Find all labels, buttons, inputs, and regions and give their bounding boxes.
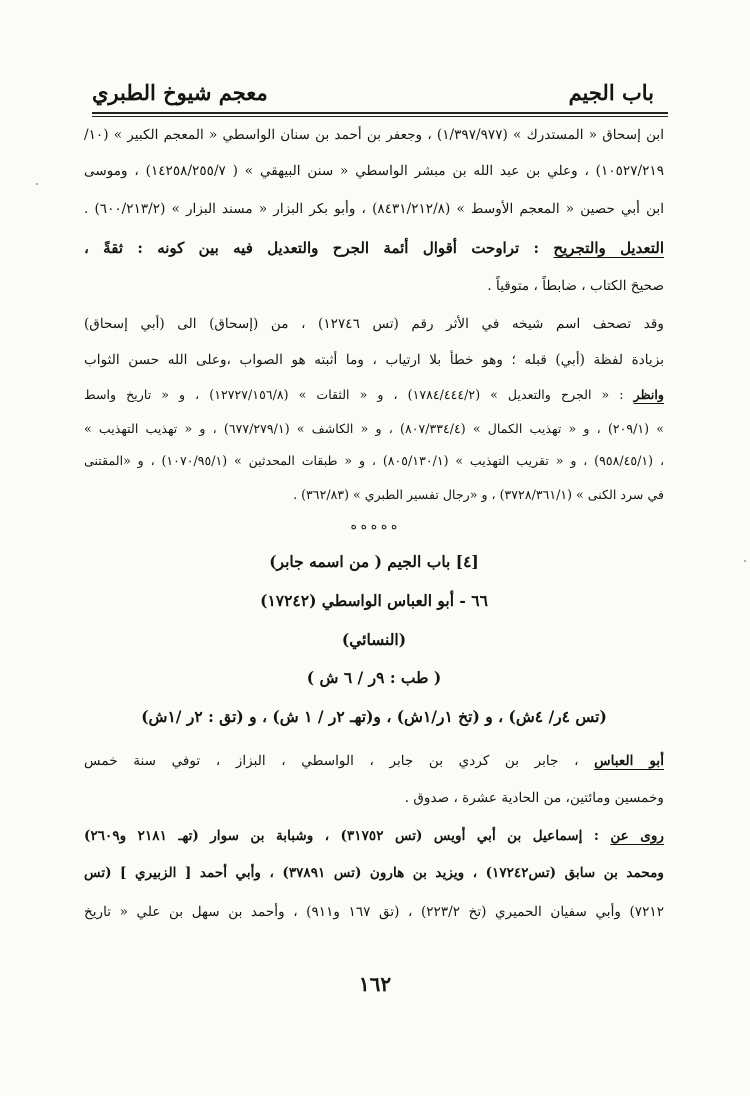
header-rule bbox=[92, 112, 668, 117]
rawa-line bbox=[84, 825, 664, 847]
bio-line bbox=[84, 750, 664, 772]
chapter-title: باب الجيم bbox=[568, 80, 654, 105]
refs-label: وانظر bbox=[633, 387, 664, 402]
page-number: ١٦٢ bbox=[358, 972, 392, 996]
text-line: ابن أبي حصين « المعجم الأوسط » (٨٤٣١/٢١٢/٨) ، وأبو بكر البزار « مسند البزار » (٦٠٠/٢١٣/٢) . bbox=[84, 201, 664, 217]
scan-speck bbox=[36, 183, 38, 185]
text-line: في سرد الكنى » (٣٧٢٨/٣٦١/١) ، و «رجال تفسير الطبري » (٣٦٢/٨٣) . bbox=[293, 487, 664, 502]
text-line: صحيحَ الكتاب ، ضابطاً ، متوقياً . bbox=[487, 278, 664, 294]
text-line: » (٢٠٩/١) ، و « تهذيب الكمال » (٨٠٧/٣٣٤/٤) ، و « الكاشف » (٦٧٧/٢٧٩/١) ، و « تهذيب التهذيب » bbox=[84, 421, 664, 436]
text-line: بزيادة لفظة (أبي) قبله ؛ وهو خطأ بلا ارتياب ، وما أثبته هو الصواب ،وعلى الله حسن الثواب bbox=[84, 352, 664, 368]
text-line: ، (٩٥٨/٤٥/١) ، و « تقريب التهذيب » (٨٠٥/١٣٠/١) ، و « طبقات المحدثين » (١٠٧٠/٩٥/١) ، و «المقتنى bbox=[84, 453, 664, 468]
source-codes: (تس ٤ر/ ٤ش) ، و (تخ ١ر/١ش) ، و(تهـ ٢ر / ١ ش) ، و (تق : ٢ر /١ش) bbox=[141, 707, 607, 726]
text-line: وخمسين ومائتين، من الحادية عشرة ، صدوق . bbox=[404, 790, 664, 806]
refs-text: : « الجرح والتعديل » (١٧٨٤/٤٤٤/٢) ، و « الثقات » (١٢٧٢٧/١٥٦/٨) ، و « تاريخ واسط bbox=[84, 387, 624, 402]
book-title: معجم شيوخ الطبري bbox=[92, 80, 268, 105]
refs-line bbox=[84, 384, 664, 406]
text-line: ٧٢١٢) وأبي سفيان الحميري (تخ ٢٢٣/٢) ، (تق ١٦٧ و٩١١) ، وأحمد بن سهل بن علي « تاريخ bbox=[84, 904, 664, 920]
jarh-label: التعديل والتجريح bbox=[553, 239, 664, 257]
text-line: ابن إسحاق « المستدرك » (١/٣٩٧/٩٧٧) ، وجعفر بن أحمد بن سنان الواسطي « المعجم الكبير » (١٠/ bbox=[84, 127, 664, 143]
text-line: وقد تصحف اسم شيخه في الأثر رقم (تس ١٢٧٤٦) ، من (إسحاق) الى (أبي إسحاق) bbox=[84, 316, 664, 332]
text-line: ومحمد بن سابق (تس١٧٢٤٢) ، ويزيد بن هارون (تس ٣٧٨٩١) ، وأبي أحمد [ الزبيري ] (تس bbox=[84, 865, 664, 881]
scan-speck bbox=[744, 560, 746, 562]
rawa-label: روى عن bbox=[610, 828, 664, 844]
separator-dots: ه ه ه ه ه bbox=[350, 518, 398, 532]
bio-label: أبو العباس bbox=[594, 753, 664, 769]
bio-text: ، جابر بن كردي بن جابر ، الواسطي ، البزاز ، توفي سنة خمس bbox=[84, 753, 579, 769]
entry-nisba: (النسائي) bbox=[341, 630, 407, 649]
section-heading: [٤] باب الجيم ( من اسمه جابر) bbox=[269, 552, 479, 571]
text-line: ١٠٥٢٧/٢١٩) ، وعلي بن عبد الله بن مبشر الواسطي « سنن البيهقي » ( ١٤٢٥٨/٢٥٥/٧) ، وموسى bbox=[84, 163, 664, 179]
jarh-line bbox=[84, 237, 664, 259]
rawa-text: : إسماعيل بن أبي أويس (تس ٣١٧٥٢) ، وشبابة بن سوار (تهـ ٢١٨١ و٢٦٠٩) bbox=[84, 828, 599, 844]
tabari-count: ( طب : ٩ر / ٦ ش ) bbox=[306, 668, 442, 687]
entry-title: ٦٦ - أبو العباس الواسطي (١٧٢٤٢) bbox=[260, 591, 488, 610]
jarh-text: : تراوحت أقوال أئمة الجرح والتعديل فيه بين كونه : ثقةً ، bbox=[84, 239, 540, 257]
